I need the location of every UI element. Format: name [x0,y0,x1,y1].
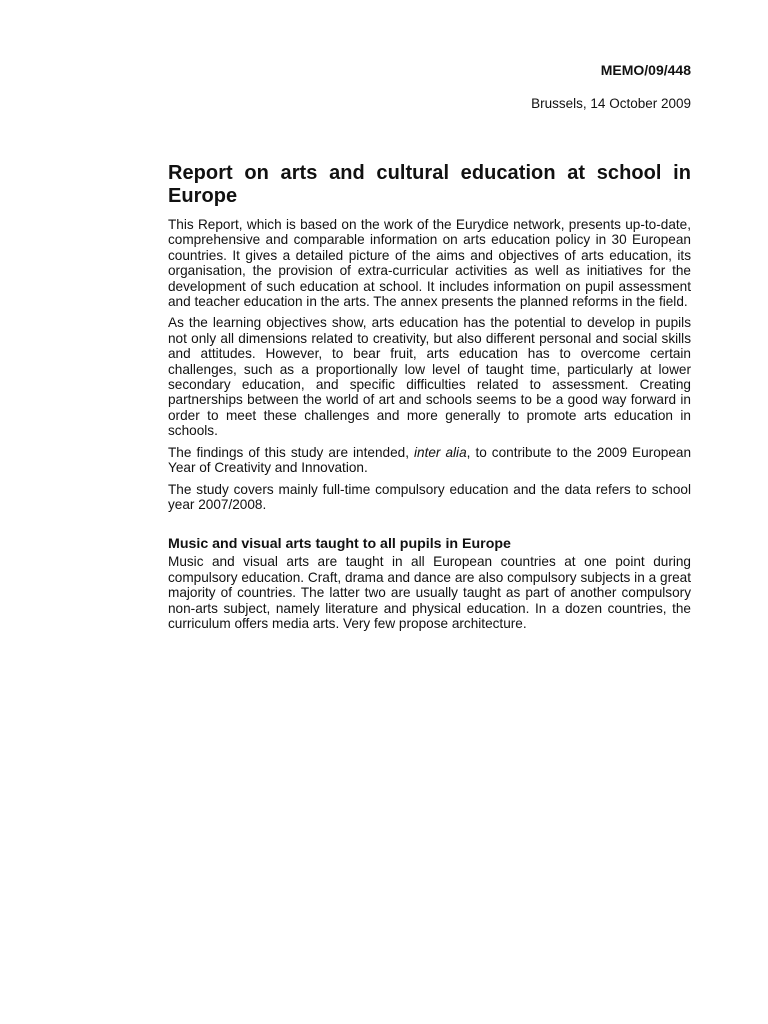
findings-paragraph [168,445,691,476]
learning-objectives-paragraph: As the learning objectives show, arts education has the potential to develop in pupils not only all dimensions related to creativity, but also different personal and social skills and attitudes. However, to bear fruit, arts education has to overcome certain challenges, such as a proportionally low level of taught time, particularly at lower secondary education, and specific difficulties related to assessment. Creating partnerships between the world of art and schools seems to be a good way forward in order to meet these challenges and more generally to promote arts education in schools. [168,315,691,439]
findings-text-start: The findings of this study are intended, [168,444,414,460]
document-page [168,56,691,637]
section-heading: Music and visual arts taught to all pupils in Europe [168,536,511,553]
place-and-date: Brussels, 14 October 2009 [531,96,691,111]
memo-reference: MEMO/09/448 [600,62,691,78]
report-title: Report on arts and cultural education at school in Europe [168,162,691,207]
findings-text-end: , to contribute to the 2009 European Year of Creativity and Innovation. [168,444,692,476]
section-body-paragraph: Music and visual arts are taught in all European countries at one point during compulsory education. Craft, drama and dance are also compulsory subjects in a great majority of countries. The latter two are usually taught as part of another compulsory non-arts subject, namely literature and physical education. In a dozen countries, the curriculum offers media arts. Very few propose architecture. [168,554,691,631]
scope-paragraph: The study covers mainly full-time compulsory education and the data refers to school year 2007/2008. [168,481,691,512]
findings-italic-phrase: inter alia [414,444,467,460]
intro-paragraph: This Report, which is based on the work of the Eurydice network, presents up-to-date, comprehensive and comparable information on arts education policy in 30 European countries. It gives a detailed picture of the aims and objectives of arts education, its organisation, the provision of extra-curricular activities as well as initiatives for the development of such education at school. It includes information on pupil assessment and teacher education in the arts. The annex presents the planned reforms in the field. [168,217,691,310]
